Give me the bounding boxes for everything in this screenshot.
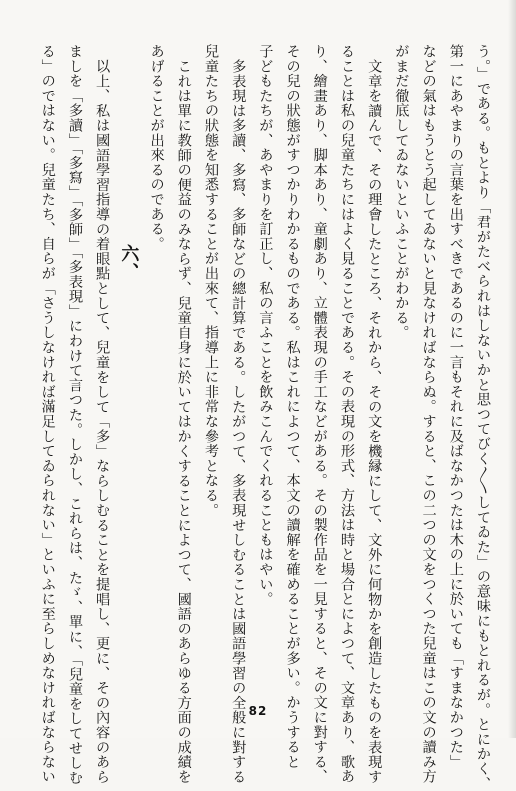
text-line: ましを「多讀」「多寫」「多師」「多表現」にわけて言つた。しかし、これらは、たゞ、單に、「兒童をしてせしむ [66,44,83,786]
text-line: などの氣はもうとう起してゐないと見なければならぬ。すると、この二つの文をつくつた兒童はこの文の讀み方 [420,44,437,784]
page-number: 82 [248,704,268,718]
text-line: 子どもたちが、あやまりを訂正し、私の言ふことを飲みこんでくれることもはやい。 [257,44,274,607]
text-line: 多表現は多讀、多寫、多師などの總計算である。したがつて、多表現せしむることは國語學習の全般に對する [230,59,247,785]
text-line: 第一にあやまりの言葉を出すべきであるのに一言もそれに及ばなかつたは木の上に於いても「すまなかつた」 [447,44,464,770]
text-line: り、繪畫あり、脚本あり、童劇あり、立體表現の手工などがある。その製作品を一見すると、その文に對する、 [311,44,328,784]
page-edge-shadow [508,0,516,738]
text-line: 文章を讀んで、その理會したところ、それから、その文を機縁にして、文外に何物かを創造したものを表現す [366,59,383,785]
text-line: る」のではない。兒童たち、自らが「さうしなければ滿足してゐられない」といふに至らしめなければならない [39,44,56,784]
text-line: あげることが出來るのである。 [148,44,165,252]
text-line: 以上、私は國語學習指導の着眼點として、兒童をして「多」ならしむることを提唱し、更に、その內容のあら [94,59,111,785]
text-line: がまだ徹底してゐないといふことがわかる。 [393,44,410,340]
text-line: これは單に教師の便益のみならず、兒童自身に於いてはかくすることによつて、國語のあらゆる方面の成績を [175,59,192,785]
text-line: う。」である。もとより「君がたべられはしないかと思つてびく〳〵してゐた」の意味にもとれるが。とにかく、 [475,44,491,791]
text-line: ることは私の兒童たちにはよく見ることである。その表現の形式、方法は時と場合とによつて、文章あり、歌あ [338,44,355,784]
text-line: その兒の狀態がすつかりわかるものである。私はこれによつて、本文の讀解を確めることが多い。かうすると [284,44,301,770]
text-line: 兒童たちの狀態を知悉することが出來て、指導上に非常な參考となる。 [202,44,219,518]
section-heading: 六、 [118,244,140,282]
